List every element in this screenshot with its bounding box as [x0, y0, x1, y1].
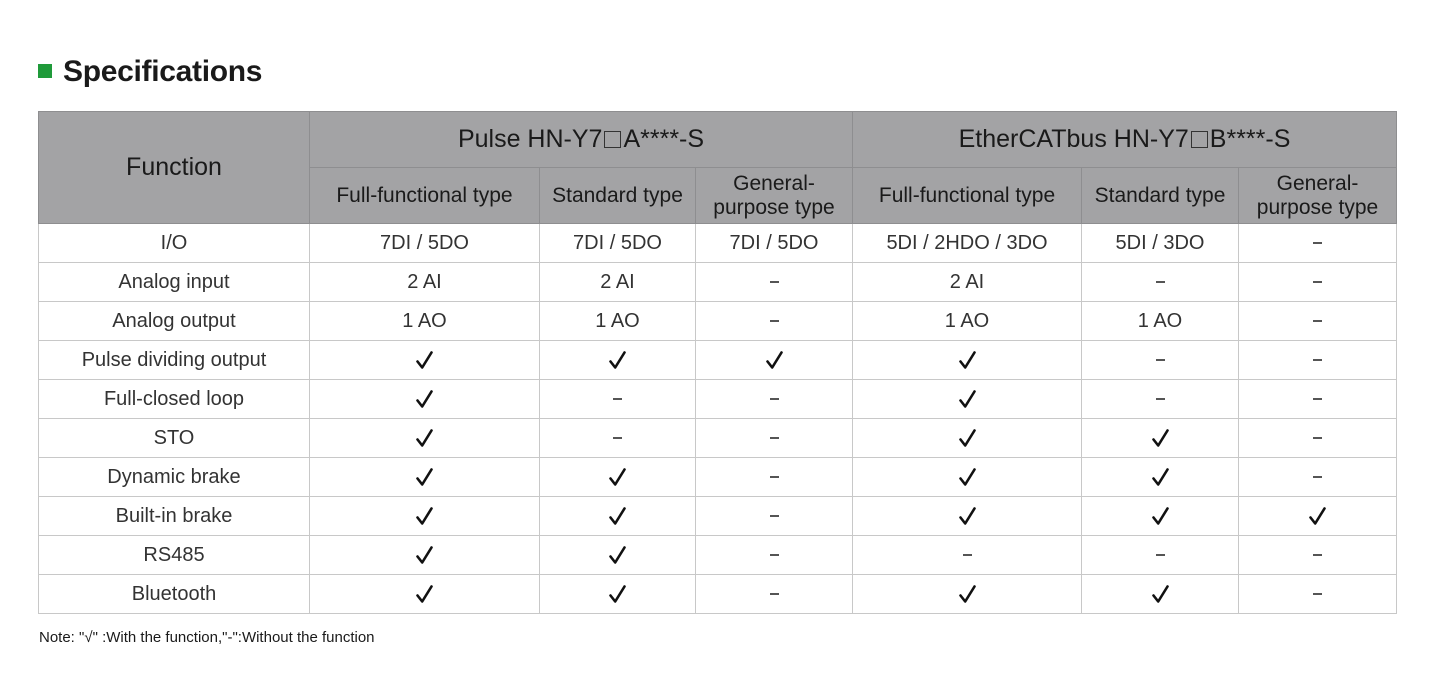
dash-icon: [963, 554, 972, 556]
page-title: Specifications: [63, 55, 263, 88]
dash-icon: [770, 281, 779, 283]
ethercat-group-header: [853, 112, 1397, 168]
dash-cell: [696, 575, 853, 614]
placeholder-square-icon: [604, 131, 621, 148]
check-cell: [310, 536, 540, 575]
dash-icon: [1313, 242, 1322, 244]
value-cell: 7DI / 5DO: [310, 224, 540, 263]
checkmark-icon: [416, 545, 433, 565]
function-cell: Pulse dividing output: [39, 341, 310, 380]
check-cell: [853, 380, 1082, 419]
function-cell: Analog input: [39, 263, 310, 302]
dash-icon: [770, 320, 779, 322]
function-cell: RS485: [39, 536, 310, 575]
dash-icon: [1313, 398, 1322, 400]
check-cell: [310, 575, 540, 614]
dash-cell: [696, 497, 853, 536]
dash-cell: [1082, 341, 1239, 380]
checkmark-icon: [416, 389, 433, 409]
check-cell: [853, 497, 1082, 536]
pulse-group-prefix: Pulse HN-Y7: [457, 125, 603, 153]
value-cell: 2 AI: [310, 263, 540, 302]
checkmark-icon: [959, 389, 976, 409]
check-cell: [1082, 419, 1239, 458]
value-cell: 2 AI: [853, 263, 1082, 302]
check-cell: [540, 341, 696, 380]
dash-icon: [1313, 320, 1322, 322]
checkmark-icon: [609, 467, 626, 487]
value-cell: 1 AO: [1082, 302, 1239, 341]
check-cell: [853, 458, 1082, 497]
checkmark-icon: [416, 350, 433, 370]
checkmark-icon: [609, 350, 626, 370]
check-cell: [310, 458, 540, 497]
checkmark-icon: [609, 506, 626, 526]
table-row: [39, 341, 1397, 380]
table-row: [39, 575, 1397, 614]
checkmark-icon: [1152, 428, 1169, 448]
check-cell: [1082, 575, 1239, 614]
subcolumn-header: General-purpose type: [696, 168, 853, 224]
subcolumn-header: General-purpose type: [1239, 168, 1397, 224]
specifications-table: [38, 111, 1397, 614]
dash-icon: [770, 437, 779, 439]
pulse-group-suffix: A****-S: [623, 125, 705, 153]
dash-icon: [1313, 554, 1322, 556]
subcolumn-header: Full-functional type: [310, 168, 540, 224]
dash-icon: [1313, 476, 1322, 478]
dash-icon: [1313, 359, 1322, 361]
value-cell: 1 AO: [310, 302, 540, 341]
checkmark-icon: [1309, 506, 1326, 526]
dash-icon: [770, 593, 779, 595]
subcolumn-header: Standard type: [540, 168, 696, 224]
legend-note: Note: "√" :With the function,"-":Without the function: [39, 629, 375, 646]
ethercat-group-prefix: EtherCATbus HN-Y7: [958, 125, 1189, 153]
checkmark-icon: [959, 584, 976, 604]
table-row: [39, 380, 1397, 419]
checkmark-icon: [609, 545, 626, 565]
check-cell: [540, 458, 696, 497]
checkmark-icon: [416, 428, 433, 448]
function-cell: STO: [39, 419, 310, 458]
dash-cell: [1239, 341, 1397, 380]
check-cell: [310, 419, 540, 458]
dash-cell: [853, 536, 1082, 575]
dash-cell: [1239, 575, 1397, 614]
dash-icon: [613, 398, 622, 400]
value-cell: 2 AI: [540, 263, 696, 302]
dash-cell: [540, 380, 696, 419]
table-row: [39, 536, 1397, 575]
checkmark-icon: [1152, 467, 1169, 487]
value-cell: 7DI / 5DO: [540, 224, 696, 263]
table-row: [39, 302, 1397, 341]
dash-cell: [1239, 458, 1397, 497]
header-row-groups: [39, 112, 1397, 168]
dash-cell: [1239, 263, 1397, 302]
dash-cell: [1239, 419, 1397, 458]
subcolumn-header: Standard type: [1082, 168, 1239, 224]
table-row: [39, 497, 1397, 536]
checkmark-icon: [766, 350, 783, 370]
function-cell: Full-closed loop: [39, 380, 310, 419]
value-cell: 5DI / 3DO: [1082, 224, 1239, 263]
check-cell: [696, 341, 853, 380]
check-cell: [310, 497, 540, 536]
function-cell: Bluetooth: [39, 575, 310, 614]
checkmark-icon: [1152, 506, 1169, 526]
checkmark-icon: [959, 428, 976, 448]
check-cell: [1082, 458, 1239, 497]
check-cell: [310, 341, 540, 380]
function-cell: Analog output: [39, 302, 310, 341]
check-cell: [310, 380, 540, 419]
table-row: [39, 263, 1397, 302]
dash-cell: [540, 419, 696, 458]
dash-cell: [1239, 536, 1397, 575]
check-cell: [540, 575, 696, 614]
dash-cell: [1239, 224, 1397, 263]
dash-cell: [696, 419, 853, 458]
dash-icon: [770, 515, 779, 517]
function-header: Function: [39, 112, 310, 224]
checkmark-icon: [416, 467, 433, 487]
dash-icon: [1313, 593, 1322, 595]
check-cell: [540, 536, 696, 575]
table-row: [39, 419, 1397, 458]
dash-cell: [696, 302, 853, 341]
dash-cell: [1239, 302, 1397, 341]
check-cell: [1082, 497, 1239, 536]
section-title: [38, 52, 262, 92]
check-cell: [853, 575, 1082, 614]
dash-icon: [1156, 554, 1165, 556]
placeholder-square-icon: [1191, 131, 1208, 148]
table-row: [39, 458, 1397, 497]
subcolumn-header: Full-functional type: [853, 168, 1082, 224]
dash-cell: [1082, 380, 1239, 419]
check-cell: [853, 419, 1082, 458]
function-cell: Dynamic brake: [39, 458, 310, 497]
dash-icon: [1156, 398, 1165, 400]
dash-cell: [696, 263, 853, 302]
checkmark-icon: [609, 584, 626, 604]
check-cell: [853, 341, 1082, 380]
value-cell: 5DI / 2HDO / 3DO: [853, 224, 1082, 263]
value-cell: 1 AO: [853, 302, 1082, 341]
check-cell: [540, 497, 696, 536]
check-cell: [1239, 497, 1397, 536]
table-row: [39, 224, 1397, 263]
dash-cell: [1082, 536, 1239, 575]
checkmark-icon: [1152, 584, 1169, 604]
dash-cell: [1082, 263, 1239, 302]
checkmark-icon: [959, 467, 976, 487]
dash-cell: [1239, 380, 1397, 419]
dash-cell: [696, 458, 853, 497]
dash-icon: [1156, 281, 1165, 283]
checkmark-icon: [416, 506, 433, 526]
ethercat-group-suffix: B****-S: [1209, 125, 1291, 153]
function-cell: Built-in brake: [39, 497, 310, 536]
checkmark-icon: [959, 506, 976, 526]
dash-cell: [696, 536, 853, 575]
dash-cell: [696, 380, 853, 419]
dash-icon: [1156, 359, 1165, 361]
green-square-icon: [38, 64, 52, 78]
dash-icon: [770, 554, 779, 556]
checkmark-icon: [416, 584, 433, 604]
checkmark-icon: [959, 350, 976, 370]
dash-icon: [770, 476, 779, 478]
value-cell: 7DI / 5DO: [696, 224, 853, 263]
dash-icon: [770, 398, 779, 400]
dash-icon: [1313, 281, 1322, 283]
dash-icon: [613, 437, 622, 439]
dash-icon: [1313, 437, 1322, 439]
pulse-group-header: [310, 112, 853, 168]
function-cell: I/O: [39, 224, 310, 263]
value-cell: 1 AO: [540, 302, 696, 341]
table-body: [39, 224, 1397, 614]
